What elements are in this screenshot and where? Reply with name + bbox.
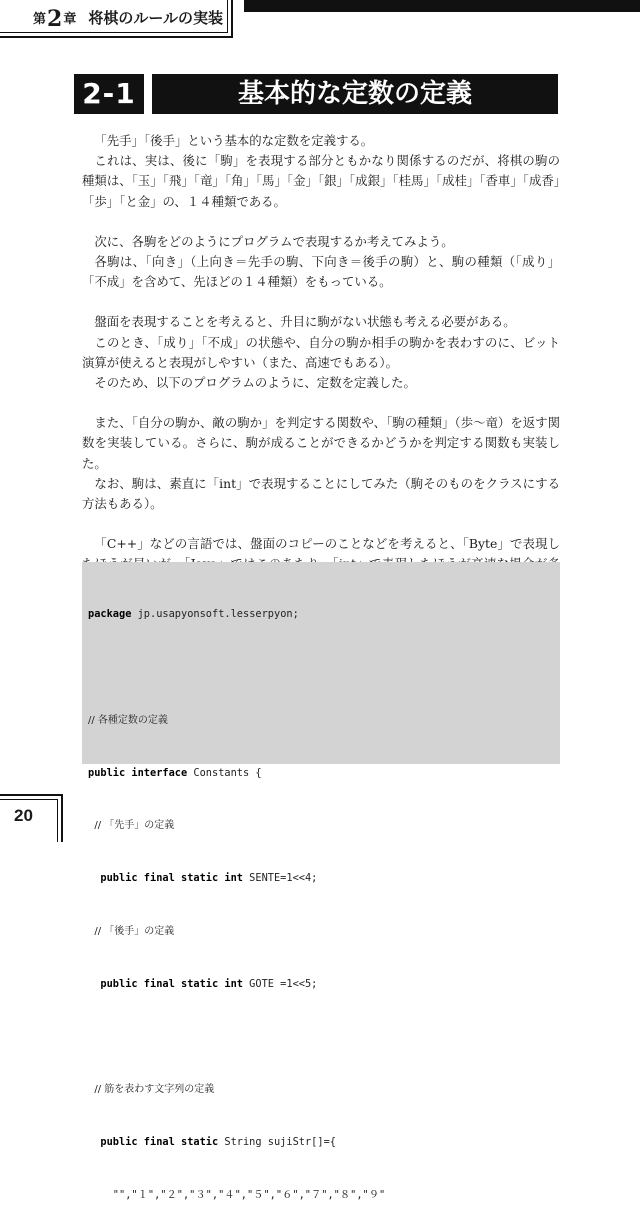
code-comment: // 筋を表わす文字列の定義 xyxy=(88,1084,215,1096)
code-line: "","１","２","３","４","５","６","７","８","９" xyxy=(88,1188,386,1201)
code-keyword: package xyxy=(88,608,132,621)
chapter-number: 2 xyxy=(47,6,63,32)
section-number: 2-1 xyxy=(74,74,144,114)
code-keyword: public final static xyxy=(88,1136,219,1148)
paragraph-gap xyxy=(82,514,560,534)
page-number: 20 xyxy=(14,806,33,825)
code-keyword: public interface xyxy=(88,766,188,779)
paragraph: 各駒は、「向き」（上向き＝先手の駒、下向き＝後手の駒）と、駒の種類（「成り」「不成」を含めて、先ほどの１４種類）をもっている。 xyxy=(82,254,560,290)
paragraph: 「先手」「後手」という基本的な定数を定義する。 xyxy=(94,133,374,148)
code-text: SENTE=1<<4; xyxy=(242,872,318,885)
code-blank-line xyxy=(88,1028,560,1046)
paragraph: 「C++」などの言語では、盤面のコピーのことなどを考えると、「Byte」で表現し xyxy=(94,536,560,552)
paragraph: 次に、各駒をどのようにプログラムで表現するか考えてみよう。 xyxy=(94,233,454,249)
code-line xyxy=(88,606,560,624)
code-keyword: public final static int xyxy=(88,872,243,885)
code-listing xyxy=(82,562,560,1201)
body-text xyxy=(82,131,560,595)
page-number-box xyxy=(0,794,63,842)
code-line xyxy=(88,765,560,783)
paragraph-gap xyxy=(82,393,560,413)
section-title: 基本的な定数の定義 xyxy=(152,74,558,114)
chapter-title: 将棋のルールの実装 xyxy=(88,9,224,27)
code-line xyxy=(88,976,560,994)
code-text: GOTE =1<<5; xyxy=(242,977,318,990)
code-comment: // 「先手」の定義 xyxy=(88,820,175,832)
chapter-label xyxy=(33,6,223,32)
paragraph-gap xyxy=(82,292,560,312)
code-line xyxy=(88,870,560,888)
code-text: String sujiStr[]={ xyxy=(218,1136,336,1148)
paragraph: これは、実は、後に「駒」を表現する部分ともかなり関係するのだが、将棋の駒の種類は、「玉」「飛」「竜」「角」「馬」「金」「銀」「成銀」「桂馬」「成桂」「香車」「成香」「歩」「と金」の、１４種類である。 xyxy=(82,153,560,209)
code-text: jp.usapyonsoft.lesserpyon; xyxy=(131,608,299,621)
header-rule-bar xyxy=(244,0,640,12)
code-text: Constants { xyxy=(187,766,262,779)
paragraph: このとき、「成り」「不成」の状態や、自分の駒か相手の駒かを表わすのに、ビット演算が使えると表現がしやすい（また、高速でもある）。 xyxy=(82,334,560,370)
paragraph: そのため、以下のプログラムのように、定数を定義した。 xyxy=(94,375,416,391)
code-line xyxy=(88,1134,560,1152)
paragraph-gap xyxy=(82,212,560,232)
code-comment: // 各種定数の定義 xyxy=(88,714,168,726)
chapter-suffix: 章 xyxy=(63,12,77,27)
chapter-prefix: 第 xyxy=(33,12,47,27)
code-comment: // 「後手」の定義 xyxy=(88,925,175,937)
code-blank-line xyxy=(88,659,560,677)
code-keyword: public final static int xyxy=(88,977,243,990)
paragraph: なお、駒は、素直に「int」で表現することにしてみた（駒そのものをクラスにする方法もある）。 xyxy=(82,475,560,512)
paragraph: また、「自分の駒か、敵の駒か」を判定する関数や、「駒の種類」（歩～竜）を返す関数を実装している。さらに、駒が成ることができるかどうかを判定する関数も実装した。 xyxy=(82,415,560,471)
paragraph: 盤面を表現することを考えると、升目に駒がない状態も考える必要がある。 xyxy=(94,314,516,330)
running-header xyxy=(0,0,233,38)
